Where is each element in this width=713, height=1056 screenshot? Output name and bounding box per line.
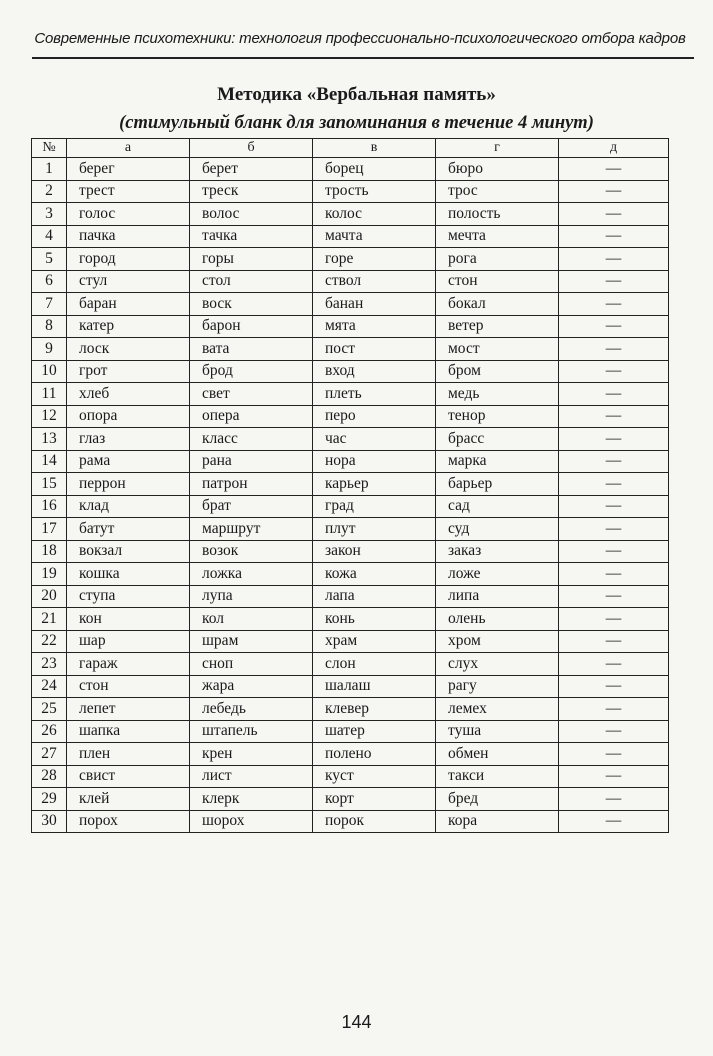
table-row — [32, 405, 669, 428]
table-row — [32, 473, 669, 496]
row-number: 16 — [32, 495, 67, 518]
row-number: 26 — [32, 720, 67, 743]
row-number: 27 — [32, 743, 67, 766]
table-row — [32, 788, 669, 811]
dash-col-d: — — [559, 248, 669, 271]
table-row — [32, 158, 669, 181]
dash-col-d: — — [559, 675, 669, 698]
word-col-b: брод — [190, 360, 313, 383]
dash-col-d: — — [559, 720, 669, 743]
dash-col-d: — — [559, 653, 669, 676]
word-col-a: опора — [67, 405, 190, 428]
table-row — [32, 338, 669, 361]
row-number: 29 — [32, 788, 67, 811]
row-number: 24 — [32, 675, 67, 698]
word-col-v: горе — [313, 248, 436, 271]
word-col-a: кон — [67, 608, 190, 631]
word-col-g: бром — [436, 360, 559, 383]
row-number: 2 — [32, 180, 67, 203]
word-col-a: стон — [67, 675, 190, 698]
word-col-b: сноп — [190, 653, 313, 676]
word-col-v: закон — [313, 540, 436, 563]
word-col-g: стон — [436, 270, 559, 293]
word-col-a: катер — [67, 315, 190, 338]
row-number: 10 — [32, 360, 67, 383]
word-col-b: возок — [190, 540, 313, 563]
dash-col-d: — — [559, 270, 669, 293]
word-col-b: лупа — [190, 585, 313, 608]
table-row — [32, 293, 669, 316]
table-row — [32, 563, 669, 586]
page-title: Методика «Вербальная память» — [217, 84, 496, 105]
word-col-a: грот — [67, 360, 190, 383]
word-col-v: карьер — [313, 473, 436, 496]
row-number: 12 — [32, 405, 67, 428]
dash-col-d: — — [559, 698, 669, 721]
word-col-a: хлеб — [67, 383, 190, 406]
row-number: 9 — [32, 338, 67, 361]
row-number: 23 — [32, 653, 67, 676]
running-head: Современные психотехники: технология профессионально-психологического отбора кадров — [34, 30, 686, 47]
table-row — [32, 810, 669, 833]
word-col-g: олень — [436, 608, 559, 631]
word-col-b: кол — [190, 608, 313, 631]
row-number: 13 — [32, 428, 67, 451]
table-row — [32, 540, 669, 563]
word-col-v: клевер — [313, 698, 436, 721]
word-col-v: полено — [313, 743, 436, 766]
word-col-v: шатер — [313, 720, 436, 743]
word-col-a: баран — [67, 293, 190, 316]
word-col-v: трость — [313, 180, 436, 203]
word-col-b: лебедь — [190, 698, 313, 721]
dash-col-d: — — [559, 180, 669, 203]
word-col-a: ступа — [67, 585, 190, 608]
row-number: 15 — [32, 473, 67, 496]
table-row — [32, 383, 669, 406]
row-number: 21 — [32, 608, 67, 631]
word-col-b: лист — [190, 765, 313, 788]
word-col-g: обмен — [436, 743, 559, 766]
word-col-a: гараж — [67, 653, 190, 676]
word-col-b: шрам — [190, 630, 313, 653]
dash-col-d: — — [559, 810, 669, 833]
header-col-b: б — [190, 139, 313, 158]
table-row — [32, 608, 669, 631]
word-col-g: бюро — [436, 158, 559, 181]
word-col-g: рога — [436, 248, 559, 271]
table-row — [32, 495, 669, 518]
dash-col-d: — — [559, 158, 669, 181]
word-col-b: крен — [190, 743, 313, 766]
word-col-g: лемех — [436, 698, 559, 721]
word-col-g: ветер — [436, 315, 559, 338]
page-subtitle: (стимульный бланк для запоминания в течение 4 минут) — [119, 113, 594, 133]
word-col-g: такси — [436, 765, 559, 788]
page-number: 144 — [341, 1012, 372, 1032]
word-col-g: ложе — [436, 563, 559, 586]
word-col-g: марка — [436, 450, 559, 473]
dash-col-d: — — [559, 203, 669, 226]
header-col-g: г — [436, 139, 559, 158]
row-number: 18 — [32, 540, 67, 563]
word-col-v: час — [313, 428, 436, 451]
word-col-g: рагу — [436, 675, 559, 698]
word-col-b: ложка — [190, 563, 313, 586]
header-col-d: д — [559, 139, 669, 158]
dash-col-d: — — [559, 338, 669, 361]
word-col-b: патрон — [190, 473, 313, 496]
dash-col-d: — — [559, 405, 669, 428]
row-number: 8 — [32, 315, 67, 338]
word-col-v: мята — [313, 315, 436, 338]
word-col-g: липа — [436, 585, 559, 608]
word-col-v: град — [313, 495, 436, 518]
word-col-b: опера — [190, 405, 313, 428]
row-number: 19 — [32, 563, 67, 586]
word-col-g: сад — [436, 495, 559, 518]
table-row — [32, 360, 669, 383]
row-number: 6 — [32, 270, 67, 293]
row-number: 1 — [32, 158, 67, 181]
word-col-v: плут — [313, 518, 436, 541]
word-col-g: трос — [436, 180, 559, 203]
dash-col-d: — — [559, 225, 669, 248]
word-col-g: слух — [436, 653, 559, 676]
word-col-b: штапель — [190, 720, 313, 743]
header-col-a: а — [67, 139, 190, 158]
table-header-row — [32, 139, 669, 158]
word-col-a: клад — [67, 495, 190, 518]
word-col-a: свист — [67, 765, 190, 788]
table-row — [32, 630, 669, 653]
dash-col-d: — — [559, 765, 669, 788]
word-col-a: лоск — [67, 338, 190, 361]
word-col-g: суд — [436, 518, 559, 541]
word-col-v: храм — [313, 630, 436, 653]
row-number: 25 — [32, 698, 67, 721]
word-col-g: полость — [436, 203, 559, 226]
dash-col-d: — — [559, 788, 669, 811]
word-col-a: шар — [67, 630, 190, 653]
word-col-v: корт — [313, 788, 436, 811]
stimulus-table — [31, 138, 669, 833]
word-col-b: клерк — [190, 788, 313, 811]
table-row — [32, 203, 669, 226]
word-col-a: пачка — [67, 225, 190, 248]
table-row — [32, 248, 669, 271]
word-col-v: лапа — [313, 585, 436, 608]
word-col-a: стул — [67, 270, 190, 293]
word-col-g: брасс — [436, 428, 559, 451]
dash-col-d: — — [559, 540, 669, 563]
word-col-a: клей — [67, 788, 190, 811]
word-col-v: кожа — [313, 563, 436, 586]
word-col-a: батут — [67, 518, 190, 541]
table-row — [32, 450, 669, 473]
word-col-a: берег — [67, 158, 190, 181]
word-col-g: медь — [436, 383, 559, 406]
dash-col-d: — — [559, 360, 669, 383]
table-row — [32, 743, 669, 766]
row-number: 20 — [32, 585, 67, 608]
word-col-b: барон — [190, 315, 313, 338]
word-col-v: банан — [313, 293, 436, 316]
word-col-g: тенор — [436, 405, 559, 428]
word-col-a: трест — [67, 180, 190, 203]
word-col-b: брат — [190, 495, 313, 518]
word-col-a: лепет — [67, 698, 190, 721]
row-number: 3 — [32, 203, 67, 226]
word-col-v: конь — [313, 608, 436, 631]
dash-col-d: — — [559, 473, 669, 496]
dash-col-d: — — [559, 743, 669, 766]
word-col-g: бред — [436, 788, 559, 811]
word-col-b: волос — [190, 203, 313, 226]
word-col-v: борец — [313, 158, 436, 181]
word-col-g: туша — [436, 720, 559, 743]
header-col-v: в — [313, 139, 436, 158]
word-col-v: ствол — [313, 270, 436, 293]
word-col-a: глаз — [67, 428, 190, 451]
word-col-a: рама — [67, 450, 190, 473]
row-number: 4 — [32, 225, 67, 248]
row-number: 28 — [32, 765, 67, 788]
dash-col-d: — — [559, 518, 669, 541]
word-col-b: шорох — [190, 810, 313, 833]
dash-col-d: — — [559, 383, 669, 406]
table-row — [32, 180, 669, 203]
dash-col-d: — — [559, 450, 669, 473]
row-number: 30 — [32, 810, 67, 833]
row-number: 17 — [32, 518, 67, 541]
word-col-g: мечта — [436, 225, 559, 248]
word-col-g: кора — [436, 810, 559, 833]
word-col-a: вокзал — [67, 540, 190, 563]
word-col-a: город — [67, 248, 190, 271]
word-col-g: мост — [436, 338, 559, 361]
word-col-v: куст — [313, 765, 436, 788]
row-number: 14 — [32, 450, 67, 473]
word-col-b: треск — [190, 180, 313, 203]
word-col-a: перрон — [67, 473, 190, 496]
table-row — [32, 585, 669, 608]
word-col-v: колос — [313, 203, 436, 226]
word-col-v: мачта — [313, 225, 436, 248]
dash-col-d: — — [559, 563, 669, 586]
header-number: № — [32, 139, 67, 158]
row-number: 7 — [32, 293, 67, 316]
table-row — [32, 653, 669, 676]
dash-col-d: — — [559, 585, 669, 608]
word-col-g: хром — [436, 630, 559, 653]
word-col-b: класс — [190, 428, 313, 451]
word-col-v: перо — [313, 405, 436, 428]
table-row — [32, 225, 669, 248]
table-row — [32, 675, 669, 698]
word-col-b: свет — [190, 383, 313, 406]
word-col-b: тачка — [190, 225, 313, 248]
dash-col-d: — — [559, 428, 669, 451]
word-col-a: шапка — [67, 720, 190, 743]
table-row — [32, 518, 669, 541]
word-col-b: горы — [190, 248, 313, 271]
table-row — [32, 315, 669, 338]
word-col-a: кошка — [67, 563, 190, 586]
word-col-b: воск — [190, 293, 313, 316]
word-col-b: жара — [190, 675, 313, 698]
table-row — [32, 765, 669, 788]
word-col-g: барьер — [436, 473, 559, 496]
header-rule — [32, 57, 694, 59]
row-number: 22 — [32, 630, 67, 653]
word-col-a: плен — [67, 743, 190, 766]
word-col-v: шалаш — [313, 675, 436, 698]
word-col-b: рана — [190, 450, 313, 473]
word-col-b: вата — [190, 338, 313, 361]
dash-col-d: — — [559, 630, 669, 653]
dash-col-d: — — [559, 608, 669, 631]
word-col-b: стол — [190, 270, 313, 293]
word-col-v: пост — [313, 338, 436, 361]
word-col-v: слон — [313, 653, 436, 676]
row-number: 5 — [32, 248, 67, 271]
dash-col-d: — — [559, 315, 669, 338]
word-col-g: заказ — [436, 540, 559, 563]
dash-col-d: — — [559, 293, 669, 316]
word-col-b: маршрут — [190, 518, 313, 541]
word-col-a: голос — [67, 203, 190, 226]
dash-col-d: — — [559, 495, 669, 518]
row-number: 11 — [32, 383, 67, 406]
word-col-v: нора — [313, 450, 436, 473]
word-col-a: порох — [67, 810, 190, 833]
table-row — [32, 698, 669, 721]
word-col-v: порок — [313, 810, 436, 833]
table-row — [32, 720, 669, 743]
word-col-g: бокал — [436, 293, 559, 316]
table-row — [32, 428, 669, 451]
word-col-b: берет — [190, 158, 313, 181]
table-row — [32, 270, 669, 293]
word-col-v: вход — [313, 360, 436, 383]
word-col-v: плеть — [313, 383, 436, 406]
